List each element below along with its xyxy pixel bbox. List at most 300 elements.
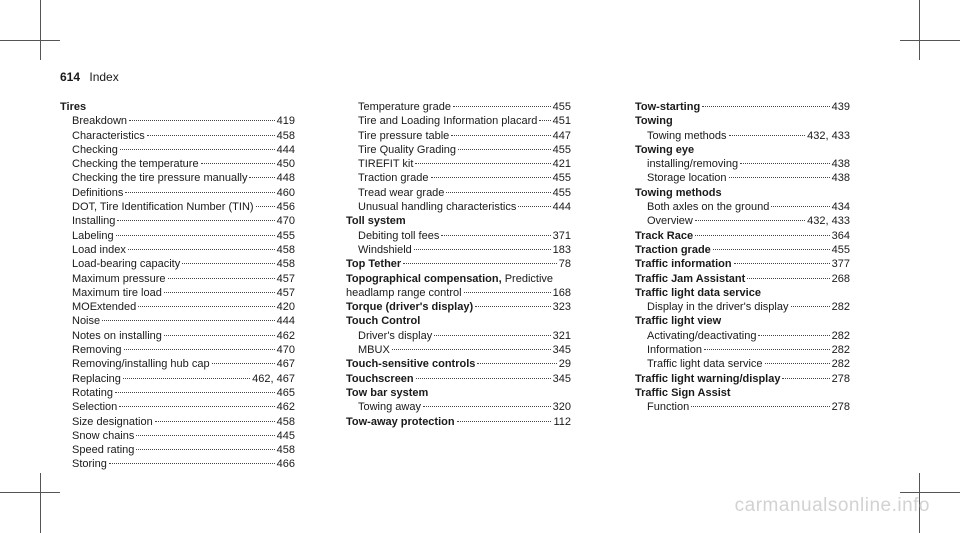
index-entry [346, 314, 571, 357]
page-reference[interactable]: 458 [276, 258, 295, 271]
index-subentry[interactable] [60, 372, 295, 386]
page-reference[interactable]: 278 [831, 372, 850, 385]
page-reference[interactable]: 345 [552, 344, 571, 357]
page-reference[interactable]: 451 [552, 115, 571, 128]
page-reference[interactable]: 457 [276, 272, 295, 285]
dot-leader [392, 349, 551, 350]
index-subentry[interactable] [60, 314, 295, 328]
index-subentry-text: Tire and Loading Information placard [358, 115, 538, 128]
index-entry [346, 286, 571, 300]
page-reference[interactable]: 29 [558, 358, 571, 371]
index-subentry-text: Characteristics [72, 129, 145, 142]
index-heading [635, 386, 850, 400]
page-reference[interactable]: 455 [552, 143, 571, 156]
index-heading[interactable] [635, 372, 850, 386]
dot-leader [431, 177, 551, 178]
page-reference[interactable]: 439 [831, 101, 850, 113]
dot-leader [477, 363, 556, 364]
index-subentry-text: Rotating [72, 386, 113, 399]
index-subentry[interactable] [346, 157, 571, 171]
dot-leader [771, 206, 829, 207]
index-subentry-text: Debiting toll fees [358, 229, 440, 242]
dot-leader [212, 363, 275, 364]
index-subentry[interactable] [635, 129, 850, 143]
dot-leader [128, 249, 275, 250]
index-heading-text: Touchscreen [346, 372, 414, 385]
index-heading[interactable] [635, 257, 850, 271]
index-entry [346, 300, 571, 314]
page-reference[interactable]: 470 [276, 215, 295, 228]
page-reference[interactable]: 455 [552, 172, 571, 185]
page-reference[interactable]: 377 [831, 258, 850, 271]
index-entry [346, 272, 571, 286]
index-subentry[interactable] [635, 329, 850, 343]
page-reference[interactable]: 434 [831, 201, 850, 214]
index-subentry-text: Unusual handling characteristics [358, 201, 517, 214]
page-reference[interactable]: 183 [552, 243, 571, 256]
index-heading[interactable] [346, 357, 571, 371]
dot-leader [117, 220, 274, 221]
page-reference[interactable]: 438 [831, 172, 850, 185]
index-subentry[interactable] [635, 343, 850, 357]
crop-mark [900, 40, 960, 41]
index-subentry-text: Display in the driver's display [647, 301, 789, 314]
index-subentry-text: Temperature grade [358, 101, 451, 113]
dot-leader [109, 463, 275, 464]
index-subentry-text: Snow chains [72, 429, 135, 442]
index-entry [60, 100, 295, 472]
index-entry [635, 372, 850, 386]
index-subentry[interactable] [635, 157, 850, 171]
dot-leader [416, 378, 551, 379]
index-subentry[interactable] [635, 200, 850, 214]
dot-leader [695, 220, 805, 221]
index-subentry[interactable] [60, 429, 295, 443]
index-heading [60, 100, 295, 114]
index-heading-text: Tow bar system [346, 386, 429, 399]
page-reference[interactable]: 421 [552, 158, 571, 171]
dot-leader [765, 363, 830, 364]
index-entry [346, 357, 571, 371]
index-subentry[interactable] [60, 329, 295, 343]
index-subentry-text: Function [647, 401, 690, 414]
page-reference[interactable]: 447 [552, 129, 571, 142]
dot-leader [782, 378, 829, 379]
index-subentry[interactable] [346, 143, 571, 157]
page-reference[interactable]: 460 [276, 186, 295, 199]
index-heading-tail: Predictive [501, 272, 554, 285]
index-heading [346, 314, 571, 328]
dot-leader [124, 349, 275, 350]
dot-leader [729, 177, 830, 178]
dot-leader [164, 335, 275, 336]
page-reference[interactable]: 462 [276, 401, 295, 414]
index-heading[interactable] [346, 300, 571, 314]
page-reference[interactable]: 278 [831, 401, 850, 414]
index-subentry-text: Load-bearing capacity [72, 258, 181, 271]
page-reference[interactable]: 458 [276, 415, 295, 428]
index-subentry[interactable] [346, 186, 571, 200]
index-heading-text: Traffic light warning/display [635, 372, 781, 385]
index-heading-text: Towing [635, 115, 673, 128]
index-entry [635, 314, 850, 371]
dot-leader [168, 278, 275, 279]
index-subentry[interactable] [60, 272, 295, 286]
index-entry [346, 257, 571, 271]
index-subentry-text: Storing [72, 458, 107, 471]
crop-mark [40, 473, 41, 533]
page-reference[interactable]: 467 [276, 358, 295, 371]
page-reference[interactable]: 432, 433 [807, 129, 850, 142]
page-reference[interactable]: 458 [276, 243, 295, 256]
page-number: 614 [60, 70, 81, 84]
page-reference[interactable]: 470 [276, 344, 295, 357]
index-subentry-text: installing/removing [647, 158, 739, 171]
page-title: Index [89, 70, 119, 84]
index-subentry[interactable] [60, 214, 295, 228]
dot-leader [713, 249, 830, 250]
index-subentry[interactable] [346, 171, 571, 185]
index-entry [346, 415, 571, 429]
page-reference[interactable]: 457 [276, 286, 295, 299]
page-reference[interactable]: 371 [552, 229, 571, 242]
page-reference[interactable]: 282 [831, 358, 850, 371]
page-reference[interactable]: 444 [552, 201, 571, 214]
page-reference[interactable]: 282 [831, 329, 850, 342]
index-heading[interactable] [635, 243, 850, 257]
dot-leader [119, 406, 274, 407]
dot-leader [136, 449, 274, 450]
dot-leader [136, 435, 274, 436]
page-reference[interactable]: 455 [831, 243, 850, 256]
index-entry [346, 214, 571, 257]
dot-leader [129, 120, 275, 121]
index-subentry[interactable] [60, 129, 295, 143]
index-heading-text: Towing methods [635, 186, 722, 199]
index-heading-text: Traffic information [635, 258, 732, 271]
index-subentry-text: Labeling [72, 229, 114, 242]
index-heading-text: Touch Control [346, 315, 421, 328]
index-subentry[interactable] [60, 243, 295, 257]
index-column-1 [60, 100, 295, 472]
index-entry [635, 100, 850, 114]
index-heading-text: Tires [60, 101, 87, 113]
page-reference[interactable]: 282 [831, 301, 850, 314]
index-subentry[interactable] [60, 200, 295, 214]
index-entry [635, 272, 850, 286]
crop-mark [919, 0, 920, 60]
index-entry [635, 229, 850, 243]
page-reference[interactable]: 444 [276, 315, 295, 328]
index-subentry-text: Replacing [72, 372, 121, 385]
index-heading [635, 286, 850, 300]
dot-leader [441, 235, 550, 236]
page-reference[interactable]: 466 [276, 458, 295, 471]
index-subentry[interactable] [60, 443, 295, 457]
dot-leader [457, 421, 552, 422]
index-heading-text: Touch-sensitive controls [346, 358, 476, 371]
index-heading-text: Traffic light data service [635, 286, 761, 299]
index-entry [635, 186, 850, 229]
dot-leader [423, 406, 551, 407]
index-subentry[interactable] [346, 200, 571, 214]
index-heading [346, 386, 571, 400]
dot-leader [518, 206, 550, 207]
index-heading [635, 143, 850, 157]
page-reference[interactable]: 444 [276, 143, 295, 156]
index-subentry-text: DOT, Tire Identification Number (TIN) [72, 201, 254, 214]
dot-leader [147, 135, 275, 136]
index-subentry-text: Both axles on the ground [647, 201, 770, 214]
index-subentry-text: Traction grade [358, 172, 429, 185]
page-reference[interactable]: 450 [276, 158, 295, 171]
dot-leader [734, 263, 830, 264]
dot-leader [201, 163, 275, 164]
page-reference[interactable]: 419 [276, 115, 295, 128]
dot-leader [102, 320, 275, 321]
dot-leader [702, 106, 829, 107]
dot-leader [182, 263, 274, 264]
dot-leader [415, 163, 550, 164]
page-reference[interactable]: 323 [552, 301, 571, 314]
index-subentry[interactable] [60, 400, 295, 414]
index-entry [635, 386, 850, 415]
index-subentry[interactable] [60, 357, 295, 371]
dot-leader [125, 192, 274, 193]
index-heading-text: Traffic light view [635, 315, 722, 328]
index-subentry[interactable] [60, 186, 295, 200]
page-reference[interactable]: 345 [552, 372, 571, 385]
index-subentry[interactable] [60, 157, 295, 171]
dot-leader [434, 335, 550, 336]
page-reference[interactable]: 458 [276, 444, 295, 457]
index-subentry-text: Noise [72, 315, 101, 328]
page-reference[interactable]: 321 [552, 329, 571, 342]
index-subentry[interactable] [60, 114, 295, 128]
page-reference[interactable]: 112 [553, 415, 571, 428]
index-subentry-text: Maximum tire load [72, 286, 162, 299]
index-subentry-text: Tire Quality Grading [358, 143, 457, 156]
index-subentry-text: Breakdown [72, 115, 128, 128]
index-subentry-text: Tire pressure table [358, 129, 450, 142]
dot-leader [115, 392, 275, 393]
dot-leader [453, 106, 551, 107]
index-subentry[interactable] [60, 386, 295, 400]
dot-leader [791, 306, 830, 307]
index-subentry[interactable] [60, 300, 295, 314]
index-heading-bold: Topographical compensation, [346, 272, 502, 285]
index-entry [635, 286, 850, 315]
index-entry [346, 100, 571, 214]
index-subentry-text: Removing [72, 344, 122, 357]
index-subentry-text: Checking the temperature [72, 158, 199, 171]
index-entry [635, 114, 850, 143]
index-subentry-text: MBUX [358, 344, 390, 357]
index-subentry[interactable] [60, 343, 295, 357]
index-subentry-text: Checking [72, 143, 118, 156]
index-subentry-text: Driver's display [358, 329, 433, 342]
index-subentry[interactable] [60, 257, 295, 271]
index-column-3 [635, 100, 850, 415]
dot-leader [475, 306, 551, 307]
page-reference[interactable]: 364 [831, 229, 850, 242]
index-heading-text: Top Tether [346, 258, 402, 271]
index-heading-text: Tow-starting [635, 101, 701, 113]
dot-leader [123, 378, 250, 379]
index-subentry-text: Size designation [72, 415, 153, 428]
index-subentry[interactable] [635, 357, 850, 371]
index-entry [635, 257, 850, 271]
page-reference[interactable]: 456 [276, 201, 295, 214]
page-reference[interactable]: 462 [276, 329, 295, 342]
index-subentry-text: Traffic light data service [647, 358, 763, 371]
index-subentry-text: Checking the tire pressure manually [72, 172, 248, 185]
index-subentry[interactable] [60, 143, 295, 157]
dot-leader [691, 406, 829, 407]
index-subentry-text: Load index [72, 243, 126, 256]
dot-leader [704, 349, 830, 350]
index-heading [346, 214, 571, 228]
index-subentry-text: Towing away [358, 401, 421, 414]
dot-leader [120, 149, 275, 150]
index-column-2 [346, 100, 571, 429]
page-reference[interactable]: 465 [276, 386, 295, 399]
dot-leader [446, 192, 550, 193]
index-heading[interactable] [346, 415, 571, 429]
index-heading[interactable] [346, 286, 571, 300]
index-heading-text: Traction grade [635, 243, 711, 256]
index-subentry[interactable] [635, 171, 850, 185]
dot-leader [695, 235, 830, 236]
index-heading-text: Toll system [346, 215, 406, 228]
dot-leader [155, 421, 275, 422]
page-reference[interactable]: 268 [831, 272, 850, 285]
index-subentry[interactable] [60, 171, 295, 185]
index-subentry-text: MOExtended [72, 301, 137, 314]
dot-leader [116, 235, 275, 236]
index-subentry[interactable] [635, 214, 850, 228]
page-reference[interactable]: 462, 467 [252, 372, 295, 385]
dot-leader [451, 135, 550, 136]
dot-leader [740, 163, 830, 164]
index-subentry-text: Maximum pressure [72, 272, 166, 285]
index-subentry[interactable] [346, 114, 571, 128]
index-subentry[interactable] [346, 229, 571, 243]
page-reference[interactable]: 455 [276, 229, 295, 242]
index-heading [346, 272, 571, 286]
index-subentry-text: Activating/deactivating [647, 329, 757, 342]
index-subentry-text: Definitions [72, 186, 124, 199]
page-reference[interactable]: 78 [558, 258, 571, 271]
index-entry [635, 243, 850, 257]
index-heading-text [346, 272, 553, 286]
dot-leader [747, 278, 829, 279]
index-subentry-text: TIREFIT kit [358, 158, 414, 171]
index-subentry-text: Towing methods [647, 129, 727, 142]
index-heading-text: Torque (driver's display) [346, 301, 474, 314]
index-subentry-text: Storage location [647, 172, 727, 185]
index-subentry[interactable] [346, 400, 571, 414]
index-heading[interactable] [635, 229, 850, 243]
page-reference[interactable]: 320 [552, 401, 571, 414]
index-entry [346, 386, 571, 415]
dot-leader [758, 335, 829, 336]
index-heading [635, 186, 850, 200]
index-subentry[interactable] [346, 243, 571, 257]
index-entry [635, 143, 850, 186]
page-reference[interactable]: 438 [831, 158, 850, 171]
index-subentry-text: Tread wear grade [358, 186, 445, 199]
index-heading-text: Traffic Sign Assist [635, 386, 731, 399]
index-heading[interactable] [346, 372, 571, 386]
index-entry [346, 372, 571, 386]
crop-mark [0, 40, 60, 41]
index-heading[interactable] [635, 272, 850, 286]
index-heading [635, 114, 850, 128]
index-subentry-text: Windshield [358, 243, 412, 256]
index-subentry[interactable] [60, 229, 295, 243]
index-heading-text: Tow-away protection [346, 415, 455, 428]
index-subentry-text: Information [647, 344, 703, 357]
index-subentry-text: Removing/installing hub cap [72, 358, 210, 371]
index-heading [635, 314, 850, 328]
index-subentry[interactable] [346, 329, 571, 343]
dot-leader [464, 292, 551, 293]
dot-leader [729, 135, 806, 136]
page-header [60, 70, 119, 84]
index-subentry[interactable] [635, 400, 850, 414]
index-heading-text: Towing eye [635, 143, 695, 156]
page-reference[interactable]: 455 [552, 186, 571, 199]
page-reference[interactable]: 448 [276, 172, 295, 185]
dot-leader [403, 263, 557, 264]
dot-leader [458, 149, 551, 150]
index-heading[interactable] [635, 100, 850, 114]
dot-leader [539, 120, 550, 121]
dot-leader [138, 306, 274, 307]
index-subentry[interactable] [346, 343, 571, 357]
index-subentry[interactable] [60, 457, 295, 471]
index-subentry[interactable] [60, 286, 295, 300]
index-subentry[interactable] [346, 100, 571, 114]
page-reference[interactable]: 432, 433 [807, 215, 850, 228]
page-reference[interactable]: 282 [831, 344, 850, 357]
dot-leader [249, 177, 274, 178]
page-reference[interactable]: 445 [276, 429, 295, 442]
index-subentry[interactable] [346, 129, 571, 143]
crop-mark [900, 492, 960, 493]
dot-leader [164, 292, 275, 293]
page-reference[interactable]: 168 [552, 286, 571, 299]
index-subentry-text: Selection [72, 401, 118, 414]
page-reference[interactable]: 420 [276, 301, 295, 314]
index-subentry[interactable] [635, 300, 850, 314]
index-heading[interactable] [346, 257, 571, 271]
index-heading-text: headlamp range control [346, 286, 462, 299]
page-reference[interactable]: 455 [552, 101, 571, 113]
watermark-text: carmanualsonline.info [734, 495, 930, 516]
index-subentry-text: Speed rating [72, 444, 135, 457]
crop-mark [40, 0, 41, 60]
index-subentry-text: Notes on installing [72, 329, 162, 342]
index-subentry[interactable] [60, 415, 295, 429]
crop-mark [0, 492, 60, 493]
index-heading-text: Traffic Jam Assistant [635, 272, 746, 285]
index-heading-text: Track Race [635, 229, 694, 242]
page-reference[interactable]: 458 [276, 129, 295, 142]
dot-leader [414, 249, 551, 250]
index-subentry-text: Overview [647, 215, 693, 228]
